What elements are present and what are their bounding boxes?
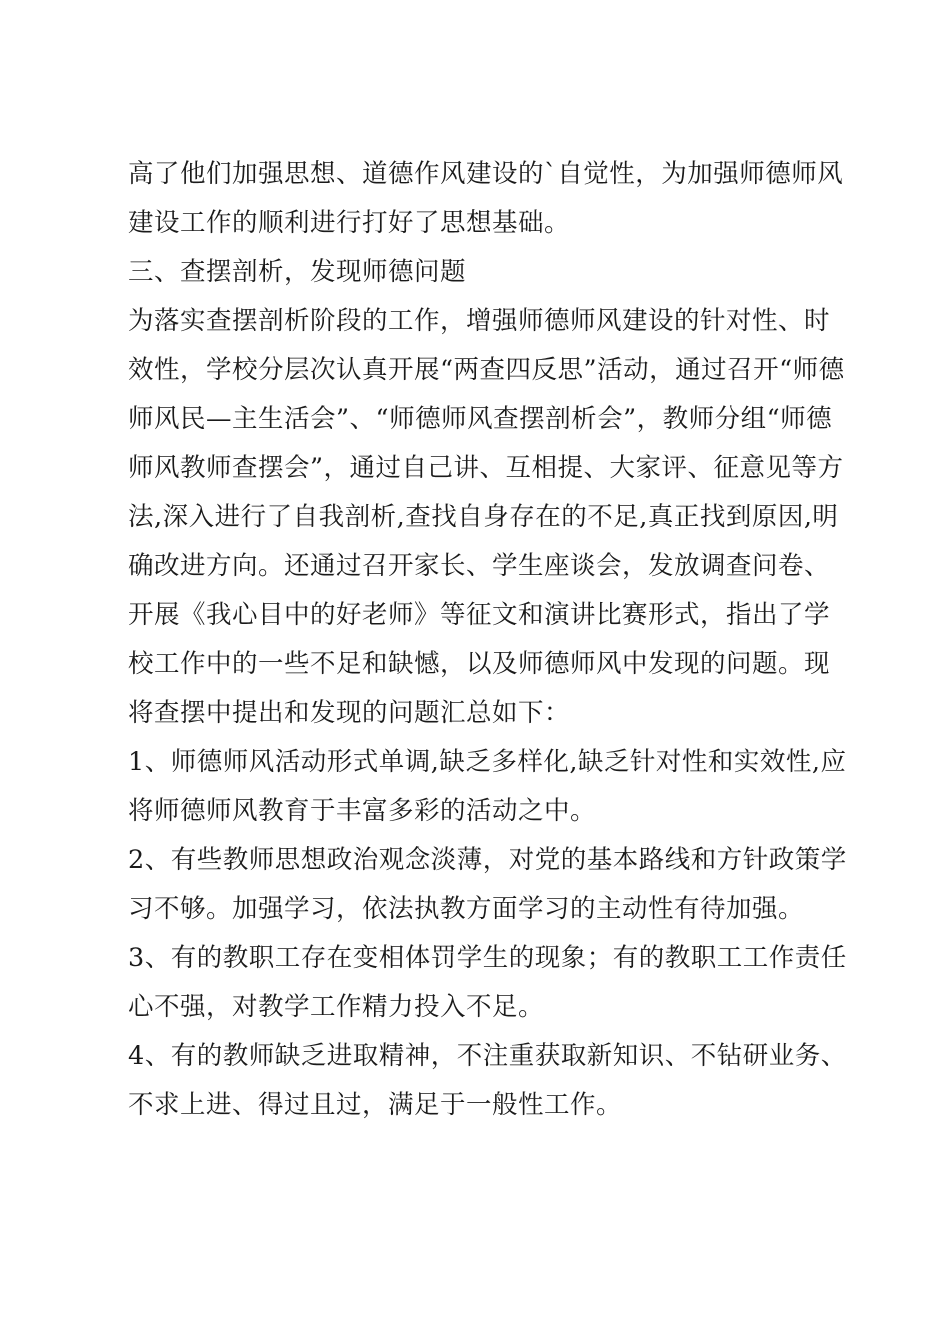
list-item-1: 1、师德师风活动形式单调,缺乏多样化,缺乏针对性和实效性,应将师德师风教育于丰富多彩的活动之中。	[128, 747, 847, 826]
paragraph-body: 为落实查摆剖析阶段的工作，增强师德师风建设的针对性、时效性，学校分层次认真开展“两查四反思”活动，通过召开“师德师风民—主生活会”、“师德师风查摆剖析会”，教师分组“师德师风教师查摆会”，通过自己讲、互相提、大家评、征意见等方法,深入进行了自我剖析,查找自身存在的不足,真正找到原因,明确改进方向。还通过召开家长、学生座谈会，发放调查问卷、开展《我心目中的好老师》等征文和演讲比赛形式，指出了学校工作中的一些不足和缺憾，以及师德师风中发现的问题。现将查摆中提出和发现的问题汇总如下：	[128, 306, 845, 728]
list-item-2: 2、有些教师思想政治观念淡薄，对党的基本路线和方针政策学习不够。加强学习，依法执教方面学习的主动性有待加强。	[128, 845, 847, 924]
list-item-3: 3、有的教职工存在变相体罚学生的现象；有的教职工工作责任心不强，对教学工作精力投入不足。	[128, 943, 847, 1022]
section-heading: 三、查摆剖析，发现师德问题	[128, 257, 467, 287]
paragraph-continuation: 高了他们加强思想、道德作风建设的`自觉性，为加强师德师风建设工作的顺利进行打好了思想基础。	[128, 159, 844, 238]
list-item-4: 4、有的教师缺乏进取精神，不注重获取新知识、不钻研业务、不求上进、得过且过，满足于一般性工作。	[128, 1041, 847, 1120]
document-body	[128, 150, 848, 1130]
